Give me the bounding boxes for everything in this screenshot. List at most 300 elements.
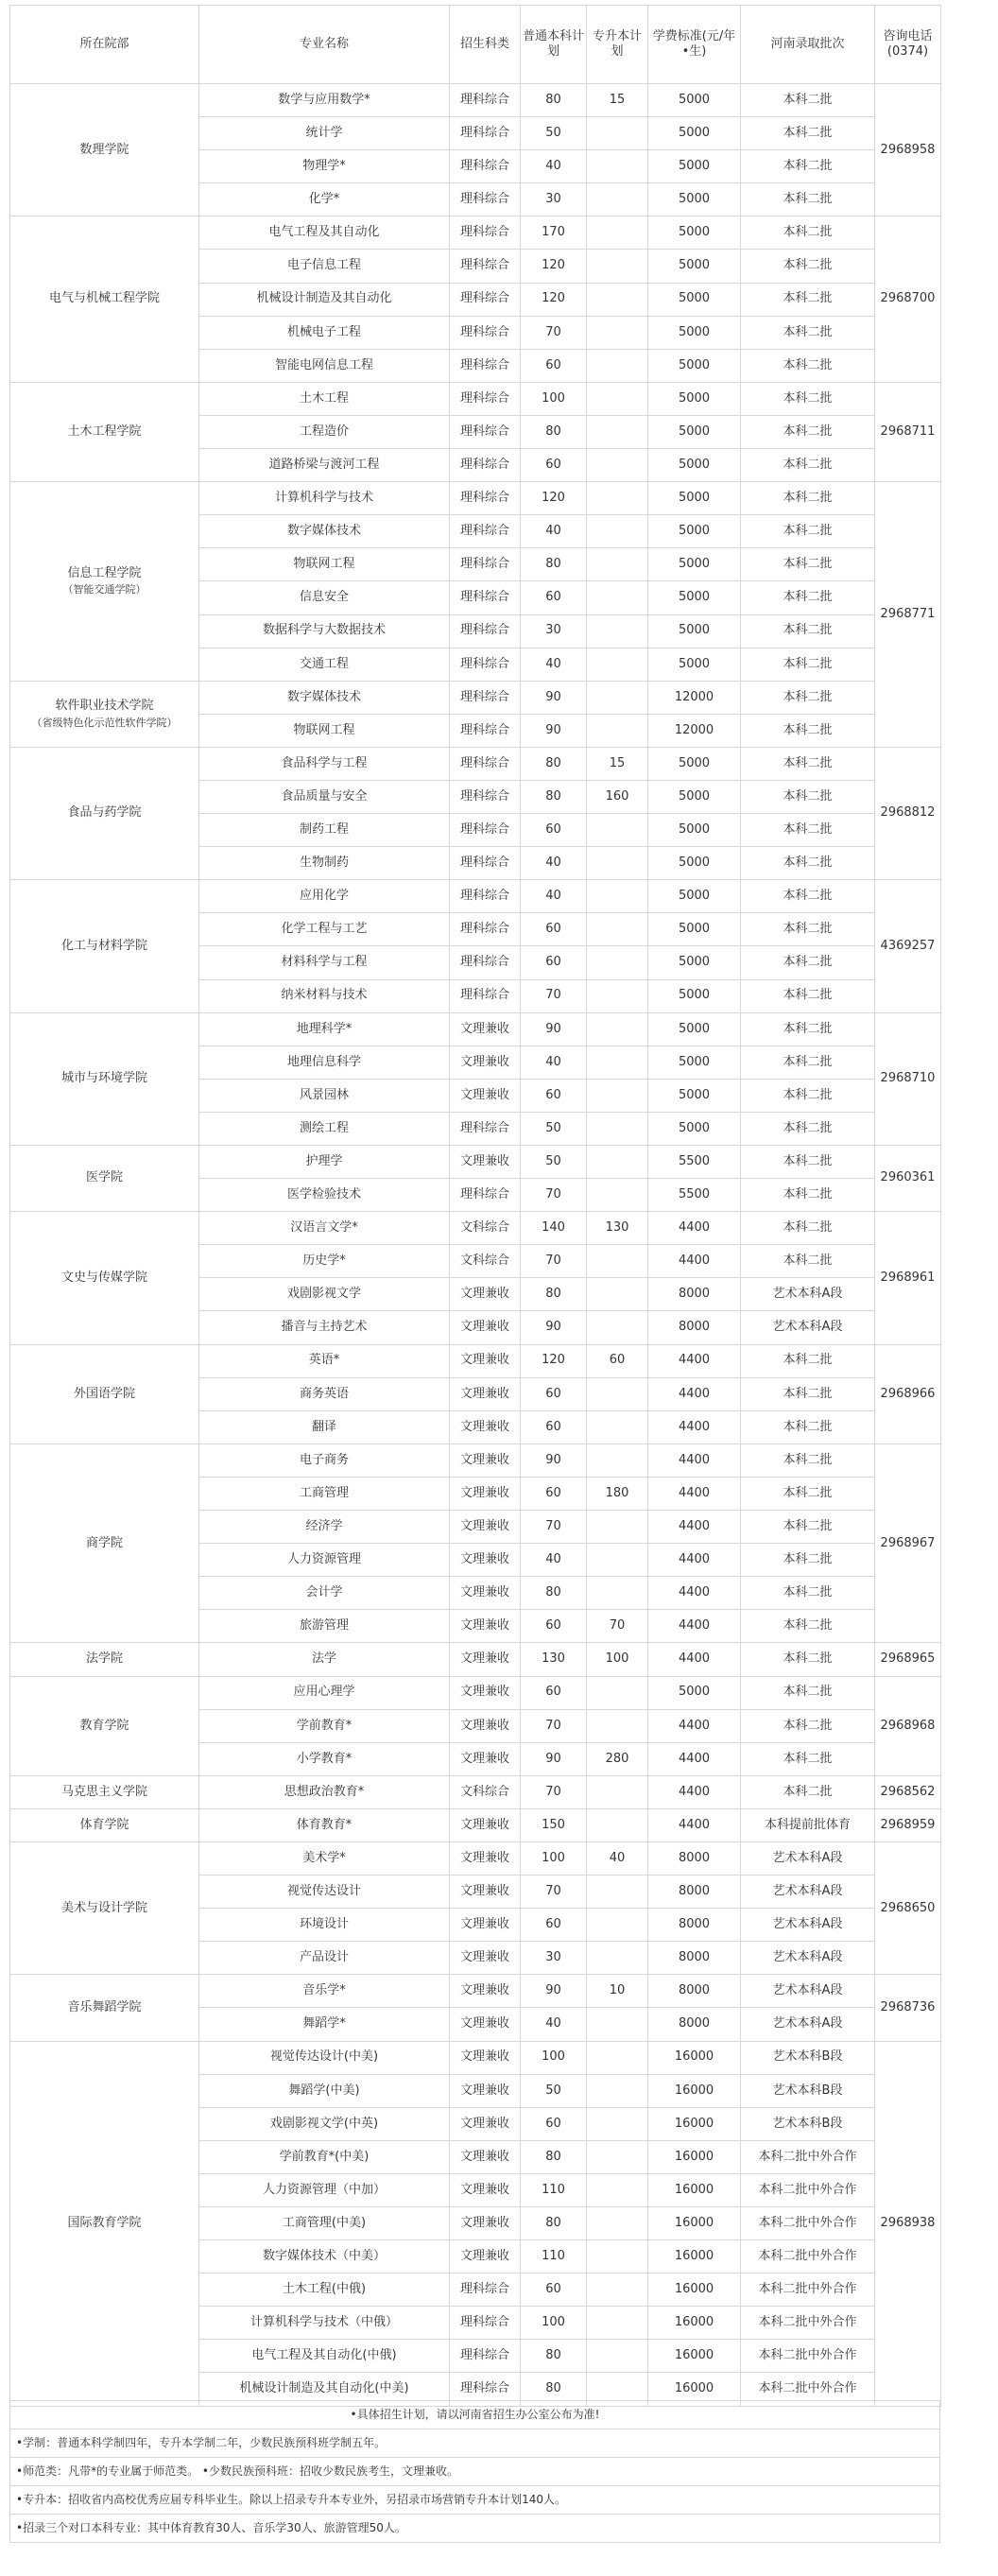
upgrade-plan-cell <box>587 515 648 548</box>
table-row <box>10 2041 941 2074</box>
upgrade-plan-cell <box>587 1278 648 1311</box>
regular-plan-cell: 90 <box>521 1742 587 1775</box>
admission-batch-cell: 本科二批 <box>741 1410 875 1444</box>
admission-batch-cell: 本科二批 <box>741 1676 875 1709</box>
regular-plan-cell: 60 <box>521 2273 587 2307</box>
admission-batch-cell: 本科二批中外合作 <box>741 2273 875 2307</box>
upgrade-plan-cell <box>587 1245 648 1278</box>
table-row <box>10 681 941 714</box>
college-name: 国际教育学院 <box>67 2215 142 2230</box>
regular-plan-cell: 50 <box>521 1112 587 1145</box>
admission-batch-cell: 艺术本科A段 <box>741 1975 875 2008</box>
college-name: 体育学院 <box>79 1817 129 1832</box>
admission-batch-cell: 艺术本科A段 <box>741 2008 875 2041</box>
major-cell: 翻译 <box>199 1410 450 1444</box>
category-cell: 文理兼收 <box>450 2140 521 2173</box>
college-name: 商学院 <box>85 1535 123 1550</box>
tuition-cell: 5000 <box>648 548 741 581</box>
tuition-cell: 5000 <box>648 482 741 515</box>
major-cell: 法学 <box>199 1643 450 1676</box>
major-cell: 交通工程 <box>199 648 450 681</box>
upgrade-plan-cell <box>587 2008 648 2041</box>
regular-plan-cell: 70 <box>521 316 587 349</box>
upgrade-plan-cell: 180 <box>587 1477 648 1510</box>
regular-plan-cell: 70 <box>521 1245 587 1278</box>
regular-plan-cell: 40 <box>521 880 587 913</box>
major-cell: 小学教育* <box>199 1742 450 1775</box>
major-cell: 地理信息科学 <box>199 1046 450 1079</box>
category-cell: 文理兼收 <box>450 2008 521 2041</box>
upgrade-plan-cell <box>587 1079 648 1112</box>
major-cell: 工程造价 <box>199 415 450 448</box>
admission-batch-cell: 本科二批 <box>741 814 875 847</box>
category-cell: 文科综合 <box>450 1775 521 1808</box>
major-cell: 物联网工程 <box>199 548 450 581</box>
major-cell: 电子商务 <box>199 1444 450 1477</box>
regular-plan-cell: 60 <box>521 1909 587 1942</box>
regular-plan-cell: 60 <box>521 913 587 946</box>
college-name: 文史与传媒学院 <box>60 1270 147 1285</box>
tuition-cell: 5000 <box>648 216 741 250</box>
phone-cell: 2968965 <box>875 1643 941 1676</box>
college-name-cell <box>10 1841 199 1974</box>
upgrade-plan-cell <box>587 1410 648 1444</box>
upgrade-plan-cell: 100 <box>587 1643 648 1676</box>
tuition-cell: 12000 <box>648 714 741 747</box>
major-cell: 统计学 <box>199 117 450 150</box>
table-row <box>10 1444 941 1477</box>
regular-plan-cell: 90 <box>521 714 587 747</box>
category-cell: 文理兼收 <box>450 1909 521 1942</box>
admission-batch-cell: 本科二批 <box>741 548 875 581</box>
category-cell: 理科综合 <box>450 946 521 979</box>
note-vocational: •招录三个对口本科专业：其中体育教育30人、音乐学30人、旅游管理50人。 <box>9 2515 940 2543</box>
tuition-cell: 5500 <box>648 1179 741 1212</box>
regular-plan-cell: 90 <box>521 681 587 714</box>
upgrade-plan-cell <box>587 1577 648 1610</box>
table-row <box>10 1841 941 1875</box>
regular-plan-cell: 120 <box>521 482 587 515</box>
tuition-cell: 16000 <box>648 2041 741 2074</box>
major-cell: 物联网工程 <box>199 714 450 747</box>
category-cell: 理科综合 <box>450 648 521 681</box>
college-name: 软件职业技术学院 <box>55 699 154 714</box>
upgrade-plan-cell <box>587 2207 648 2240</box>
upgrade-plan-cell: 40 <box>587 1841 648 1875</box>
category-cell: 理科综合 <box>450 515 521 548</box>
category-cell: 文科综合 <box>450 1245 521 1278</box>
upgrade-plan-cell <box>587 1511 648 1544</box>
admission-batch-cell: 本科二批中外合作 <box>741 2307 875 2340</box>
regular-plan-cell: 50 <box>521 2074 587 2107</box>
admission-batch-cell: 本科二批 <box>741 415 875 448</box>
tuition-cell: 16000 <box>648 2240 741 2273</box>
upgrade-plan-cell <box>587 1012 648 1046</box>
major-cell: 商务英语 <box>199 1377 450 1410</box>
tuition-cell: 4400 <box>648 1742 741 1775</box>
category-cell: 文理兼收 <box>450 1676 521 1709</box>
phone-cell: 2968700 <box>875 216 941 382</box>
category-cell: 理科综合 <box>450 2340 521 2373</box>
regular-plan-cell: 120 <box>521 1344 587 1377</box>
major-cell: 人力资源管理 <box>199 1544 450 1577</box>
category-cell: 文理兼收 <box>450 1511 521 1544</box>
admission-batch-cell: 本科二批 <box>741 117 875 150</box>
major-cell: 体育教育* <box>199 1808 450 1841</box>
category-cell: 理科综合 <box>450 780 521 813</box>
regular-plan-cell: 80 <box>521 780 587 813</box>
category-cell: 理科综合 <box>450 548 521 581</box>
tuition-cell: 4400 <box>648 1577 741 1610</box>
phone-cell: 2968650 <box>875 1841 941 1974</box>
major-cell: 应用心理学 <box>199 1676 450 1709</box>
college-name-cell <box>10 1012 199 1145</box>
admission-batch-cell: 本科二批 <box>741 216 875 250</box>
major-cell: 英语* <box>199 1344 450 1377</box>
table-row <box>10 216 941 250</box>
category-cell: 文理兼收 <box>450 1975 521 2008</box>
major-cell: 机械电子工程 <box>199 316 450 349</box>
category-cell: 文理兼收 <box>450 1709 521 1742</box>
category-cell: 文理兼收 <box>450 1942 521 1975</box>
category-cell: 理科综合 <box>450 117 521 150</box>
college-name-cell <box>10 1975 199 2041</box>
upgrade-plan-cell <box>587 1876 648 1909</box>
upgrade-plan-cell <box>587 880 648 913</box>
admission-batch-cell: 本科二批 <box>741 1146 875 1179</box>
regular-plan-cell: 70 <box>521 1179 587 1212</box>
tuition-cell: 5000 <box>648 1079 741 1112</box>
regular-plan-cell: 60 <box>521 1079 587 1112</box>
tuition-cell: 5000 <box>648 913 741 946</box>
admission-batch-cell: 艺术本科B段 <box>741 2107 875 2140</box>
major-cell: 道路桥梁与渡河工程 <box>199 449 450 482</box>
regular-plan-cell: 110 <box>521 2173 587 2206</box>
regular-plan-cell: 80 <box>521 2140 587 2173</box>
major-cell: 环境设计 <box>199 1909 450 1942</box>
tuition-cell: 5000 <box>648 283 741 316</box>
admission-batch-cell: 本科二批 <box>741 1012 875 1046</box>
college-subtitle: （省级特色化示范性软件学院） <box>31 716 178 729</box>
college-name-cell <box>10 482 199 682</box>
admission-batch-cell: 本科二批中外合作 <box>741 2207 875 2240</box>
admission-batch-cell: 本科二批 <box>741 648 875 681</box>
regular-plan-cell: 140 <box>521 1212 587 1245</box>
tuition-cell: 5000 <box>648 1046 741 1079</box>
college-name: 音乐舞蹈学院 <box>67 1999 142 2014</box>
tuition-cell: 4400 <box>648 1709 741 1742</box>
major-cell: 汉语言文学* <box>199 1212 450 1245</box>
regular-plan-cell: 80 <box>521 1577 587 1610</box>
phone-cell: 4369257 <box>875 880 941 1012</box>
upgrade-plan-cell <box>587 283 648 316</box>
tuition-cell: 4400 <box>648 1377 741 1410</box>
regular-plan-cell: 60 <box>521 1610 587 1643</box>
admission-batch-cell: 本科二批 <box>741 747 875 780</box>
header-admission-batch: 河南录取批次 <box>741 6 875 84</box>
tuition-cell: 8000 <box>648 1311 741 1344</box>
college-name: 化工与材料学院 <box>60 938 147 953</box>
major-cell: 旅游管理 <box>199 1610 450 1643</box>
category-cell: 文理兼收 <box>450 1477 521 1510</box>
upgrade-plan-cell <box>587 2240 648 2273</box>
major-cell: 纳米材料与技术 <box>199 979 450 1012</box>
major-cell: 化学工程与工艺 <box>199 913 450 946</box>
upgrade-plan-cell <box>587 648 648 681</box>
admission-batch-cell: 本科二批 <box>741 1477 875 1510</box>
category-cell: 理科综合 <box>450 1112 521 1145</box>
regular-plan-cell: 60 <box>521 946 587 979</box>
phone-cell: 2968710 <box>875 1012 941 1145</box>
category-cell: 理科综合 <box>450 714 521 747</box>
admission-batch-cell: 艺术本科B段 <box>741 2041 875 2074</box>
admission-batch-cell: 本科二批 <box>741 581 875 614</box>
college-name: 电气与机械工程学院 <box>48 291 160 306</box>
major-cell: 舞蹈学* <box>199 2008 450 2041</box>
category-cell: 理科综合 <box>450 2307 521 2340</box>
tuition-cell: 4400 <box>648 1245 741 1278</box>
tuition-cell: 5000 <box>648 515 741 548</box>
regular-plan-cell: 40 <box>521 1544 587 1577</box>
college-name-cell <box>10 1146 199 1212</box>
upgrade-plan-cell <box>587 847 648 880</box>
admission-batch-cell: 本科二批中外合作 <box>741 2240 875 2273</box>
category-cell: 文理兼收 <box>450 1544 521 1577</box>
category-cell: 理科综合 <box>450 449 521 482</box>
college-name-cell <box>10 1643 199 1676</box>
regular-plan-cell: 40 <box>521 1046 587 1079</box>
college-name-cell <box>10 1344 199 1444</box>
regular-plan-cell: 100 <box>521 2307 587 2340</box>
admission-batch-cell: 艺术本科A段 <box>741 1876 875 1909</box>
tuition-cell: 8000 <box>648 2008 741 2041</box>
category-cell: 理科综合 <box>450 747 521 780</box>
admission-batch-cell: 艺术本科A段 <box>741 1942 875 1975</box>
regular-plan-cell: 80 <box>521 747 587 780</box>
tuition-cell: 5000 <box>648 847 741 880</box>
college-subtitle: （智能交通学院） <box>62 583 146 596</box>
upgrade-plan-cell <box>587 1046 648 1079</box>
header-regular-plan: 普通本科计划 <box>521 6 587 84</box>
college-name: 教育学院 <box>79 1718 129 1733</box>
admission-batch-cell: 艺术本科A段 <box>741 1909 875 1942</box>
upgrade-plan-cell <box>587 2307 648 2340</box>
upgrade-plan-cell: 15 <box>587 747 648 780</box>
upgrade-plan-cell <box>587 1676 648 1709</box>
upgrade-plan-cell <box>587 548 648 581</box>
regular-plan-cell: 80 <box>521 415 587 448</box>
table-row <box>10 1775 941 1808</box>
major-cell: 制药工程 <box>199 814 450 847</box>
table-row <box>10 1212 941 1245</box>
header-college: 所在院部 <box>10 6 199 84</box>
admission-batch-cell: 本科二批 <box>741 1709 875 1742</box>
admission-batch-cell: 本科提前批体育 <box>741 1808 875 1841</box>
category-cell: 文理兼收 <box>450 2240 521 2273</box>
regular-plan-cell: 60 <box>521 814 587 847</box>
upgrade-plan-cell <box>587 415 648 448</box>
regular-plan-cell: 50 <box>521 1146 587 1179</box>
admission-batch-cell: 本科二批 <box>741 913 875 946</box>
admission-batch-cell: 本科二批 <box>741 183 875 216</box>
major-cell: 产品设计 <box>199 1942 450 1975</box>
admission-batch-cell: 本科二批 <box>741 714 875 747</box>
major-cell: 工商管理(中美) <box>199 2207 450 2240</box>
phone-cell: 2968959 <box>875 1808 941 1841</box>
tuition-cell: 5000 <box>648 1112 741 1145</box>
major-cell: 思想政治教育* <box>199 1775 450 1808</box>
major-cell: 信息安全 <box>199 581 450 614</box>
category-cell: 理科综合 <box>450 382 521 415</box>
major-cell: 数字媒体技术（中美） <box>199 2240 450 2273</box>
major-cell: 食品科学与工程 <box>199 747 450 780</box>
table-row <box>10 1975 941 2008</box>
major-cell: 医学检验技术 <box>199 1179 450 1212</box>
tuition-cell: 5000 <box>648 382 741 415</box>
regular-plan-cell: 60 <box>521 581 587 614</box>
admission-batch-cell: 本科二批 <box>741 880 875 913</box>
upgrade-plan-cell <box>587 1112 648 1145</box>
major-cell: 物理学* <box>199 150 450 183</box>
college-name: 马克思主义学院 <box>60 1784 147 1799</box>
regular-plan-cell: 80 <box>521 84 587 117</box>
tuition-cell: 4400 <box>648 1344 741 1377</box>
major-cell: 视觉传达设计 <box>199 1876 450 1909</box>
regular-plan-cell: 40 <box>521 150 587 183</box>
tuition-cell: 5000 <box>648 316 741 349</box>
major-cell: 数字媒体技术 <box>199 681 450 714</box>
upgrade-plan-cell: 160 <box>587 780 648 813</box>
upgrade-plan-cell <box>587 1311 648 1344</box>
tuition-cell: 5000 <box>648 648 741 681</box>
upgrade-plan-cell <box>587 814 648 847</box>
upgrade-plan-cell <box>587 2273 648 2307</box>
major-cell: 学前教育* <box>199 1709 450 1742</box>
upgrade-plan-cell: 15 <box>587 84 648 117</box>
tuition-cell: 5500 <box>648 1146 741 1179</box>
major-cell: 人力资源管理（中加） <box>199 2173 450 2206</box>
upgrade-plan-cell: 60 <box>587 1344 648 1377</box>
tuition-cell: 4400 <box>648 1410 741 1444</box>
tuition-cell: 5000 <box>648 979 741 1012</box>
upgrade-plan-cell <box>587 1444 648 1477</box>
category-cell: 理科综合 <box>450 349 521 382</box>
major-cell: 应用化学 <box>199 880 450 913</box>
table-row <box>10 1344 941 1377</box>
header-major: 专业名称 <box>199 6 450 84</box>
category-cell: 理科综合 <box>450 681 521 714</box>
admission-batch-cell: 本科二批 <box>741 1179 875 1212</box>
tuition-cell: 16000 <box>648 2373 741 2406</box>
upgrade-plan-cell <box>587 946 648 979</box>
college-name: 信息工程学院 <box>67 565 142 580</box>
upgrade-plan-cell <box>587 316 648 349</box>
phone-cell: 2968771 <box>875 482 941 748</box>
admission-batch-cell: 本科二批 <box>741 1079 875 1112</box>
category-cell: 文理兼收 <box>450 1742 521 1775</box>
regular-plan-cell: 120 <box>521 250 587 283</box>
upgrade-plan-cell: 280 <box>587 1742 648 1775</box>
major-cell: 工商管理 <box>199 1477 450 1510</box>
admission-batch-cell: 本科二批 <box>741 946 875 979</box>
major-cell: 计算机科学与技术 <box>199 482 450 515</box>
category-cell: 文科综合 <box>450 1212 521 1245</box>
regular-plan-cell: 170 <box>521 216 587 250</box>
table-row <box>10 1808 941 1841</box>
header-upgrade-plan: 专升本计划 <box>587 6 648 84</box>
phone-cell: 2960361 <box>875 1146 941 1212</box>
admission-batch-cell: 本科二批中外合作 <box>741 2340 875 2373</box>
tuition-cell: 5000 <box>648 581 741 614</box>
category-cell: 文理兼收 <box>450 1344 521 1377</box>
major-cell: 生物制药 <box>199 847 450 880</box>
tuition-cell: 4400 <box>648 1477 741 1510</box>
college-name: 城市与环境学院 <box>60 1071 147 1086</box>
phone-cell: 2968812 <box>875 747 941 879</box>
admission-batch-cell: 本科二批 <box>741 847 875 880</box>
tuition-cell: 4400 <box>648 1212 741 1245</box>
admission-batch-cell: 本科二批 <box>741 382 875 415</box>
admission-batch-cell: 本科二批 <box>741 979 875 1012</box>
category-cell: 文理兼收 <box>450 1410 521 1444</box>
upgrade-plan-cell <box>587 349 648 382</box>
table-row <box>10 382 941 415</box>
regular-plan-cell: 150 <box>521 1808 587 1841</box>
college-name-cell <box>10 382 199 481</box>
major-cell: 土木工程(中俄) <box>199 2273 450 2307</box>
tuition-cell: 4400 <box>648 1808 741 1841</box>
category-cell: 理科综合 <box>450 415 521 448</box>
upgrade-plan-cell <box>587 1942 648 1975</box>
major-cell: 智能电网信息工程 <box>199 349 450 382</box>
college-name-cell <box>10 1775 199 1808</box>
header-phone: 咨询电话(0374) <box>875 6 941 84</box>
admission-batch-cell: 本科二批中外合作 <box>741 2140 875 2173</box>
major-cell: 风景园林 <box>199 1079 450 1112</box>
major-cell: 电气工程及其自动化 <box>199 216 450 250</box>
college-name: 数理学院 <box>79 142 129 157</box>
tuition-cell: 4400 <box>648 1444 741 1477</box>
upgrade-plan-cell <box>587 1808 648 1841</box>
college-name-cell <box>10 84 199 216</box>
table-row <box>10 482 941 515</box>
category-cell: 文理兼收 <box>450 1278 521 1311</box>
tuition-cell: 8000 <box>648 1909 741 1942</box>
admission-batch-cell: 本科二批 <box>741 449 875 482</box>
table-row <box>10 747 941 780</box>
admission-batch-cell: 本科二批 <box>741 1112 875 1145</box>
regular-plan-cell: 40 <box>521 515 587 548</box>
major-cell: 电子信息工程 <box>199 250 450 283</box>
tuition-cell: 5000 <box>648 747 741 780</box>
note-normal-majors: •师范类：凡带*的专业属于师范类。 •少数民族预科班：招收少数民族考生，文理兼收。 <box>9 2458 940 2486</box>
category-cell: 理科综合 <box>450 283 521 316</box>
major-cell: 戏剧影视文学(中英) <box>199 2107 450 2140</box>
major-cell: 地理科学* <box>199 1012 450 1046</box>
upgrade-plan-cell: 10 <box>587 1975 648 2008</box>
category-cell: 理科综合 <box>450 1179 521 1212</box>
admission-batch-cell: 本科二批 <box>741 150 875 183</box>
upgrade-plan-cell <box>587 1377 648 1410</box>
tuition-cell: 4400 <box>648 1511 741 1544</box>
regular-plan-cell: 30 <box>521 1942 587 1975</box>
upgrade-plan-cell: 70 <box>587 1610 648 1643</box>
regular-plan-cell: 60 <box>521 1477 587 1510</box>
tuition-cell: 16000 <box>648 2173 741 2206</box>
notes-headline: •具体招生计划，请以河南省招生办公室公布为准! <box>9 2400 940 2429</box>
table-row <box>10 1012 941 1046</box>
category-cell: 文理兼收 <box>450 1079 521 1112</box>
